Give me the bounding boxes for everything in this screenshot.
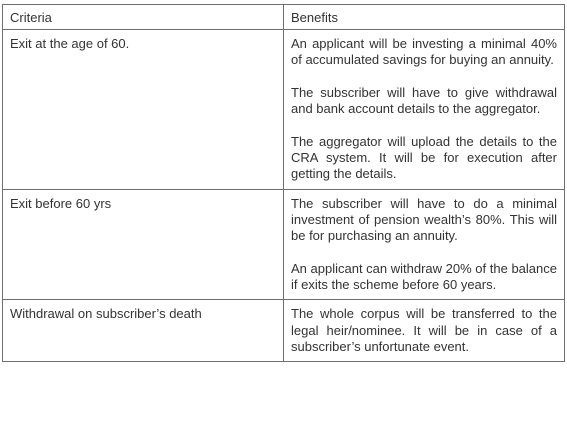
criteria-benefits-table xyxy=(2,4,565,362)
criteria-cell: Exit before 60 yrs xyxy=(3,189,284,300)
header-benefits: Benefits xyxy=(284,5,565,30)
header-row xyxy=(3,5,565,30)
benefit-paragraph: An applicant will be investing a minimal 40% of accumulated savings for buying an annuity. xyxy=(291,36,557,68)
benefit-paragraph: An applicant can withdraw 20% of the balance if exits the scheme before 60 years. xyxy=(291,260,557,293)
benefit-paragraph: The subscriber will have to do a minimal investment of pension wealth’s 80%. This will be for purchasing an annuity. xyxy=(291,195,557,244)
benefits-cell xyxy=(284,189,565,300)
table-header xyxy=(3,5,565,30)
benefits-cell xyxy=(284,300,565,362)
criteria-cell: Exit at the age of 60. xyxy=(3,30,284,190)
benefit-paragraph: The aggregator will upload the details to the CRA system. It will be for execution after getting the details. xyxy=(291,133,557,182)
table-body xyxy=(3,30,565,362)
criteria-cell: Withdrawal on subscriber’s death xyxy=(3,300,284,362)
table-row xyxy=(3,300,565,362)
benefit-paragraph: The subscriber will have to give withdrawal and bank account details to the aggregator. xyxy=(291,84,557,117)
table-row xyxy=(3,189,565,300)
table-row xyxy=(3,30,565,190)
benefits-cell xyxy=(284,30,565,190)
header-criteria: Criteria xyxy=(3,5,284,30)
benefit-paragraph: The whole corpus will be transferred to the legal heir/nominee. It will be in case of a subscriber’s unfortunate event. xyxy=(291,306,557,355)
